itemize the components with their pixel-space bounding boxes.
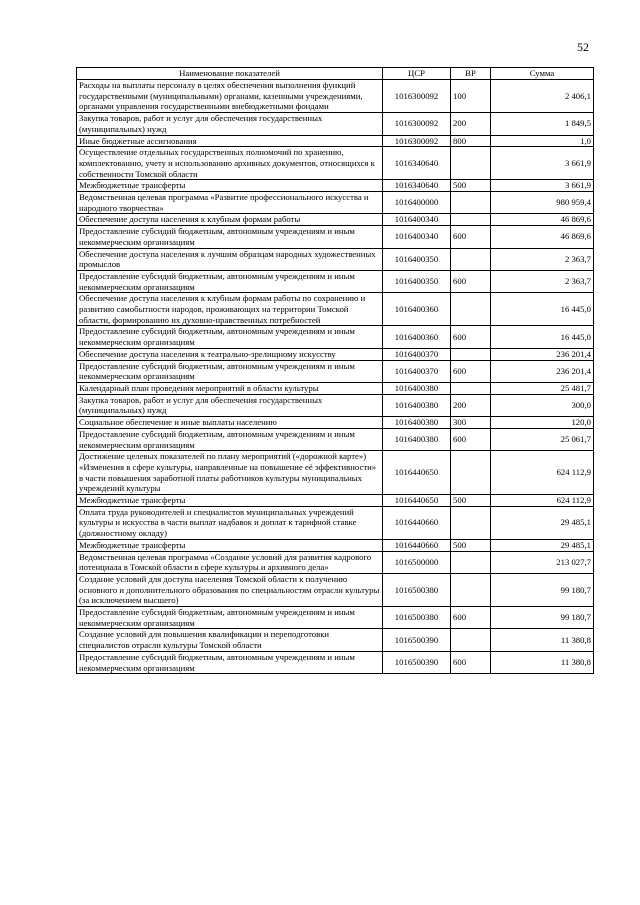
row-name: Закупка товаров, работ и услуг для обеспечения государственных (муниципальных) нужд: [77, 394, 383, 416]
row-name: Межбюджетные трансферты: [77, 180, 383, 192]
row-name: Предоставление субсидий бюджетным, автономным учреждениям и иным некоммерческим организациям: [77, 651, 383, 673]
table-row: [77, 326, 594, 348]
row-name: Ведомственная целевая программа «Развитие профессионального искусства и народного творчества»: [77, 192, 383, 214]
row-name: Осуществление отдельных государственных полномочий по хранению, комплектованию, учету и использованию архивных документов, относящихся к собственности Томской области: [77, 147, 383, 180]
row-csr: 1016400350: [383, 270, 451, 292]
row-name: Создание условий для повышения квалификации и переподготовки специалистов отрасли культуры Томской области: [77, 629, 383, 651]
row-csr: 1016400370: [383, 348, 451, 360]
row-sum: 236 201,4: [491, 360, 594, 382]
row-vr: [451, 573, 491, 606]
row-vr: 300: [451, 417, 491, 429]
row-vr: [451, 382, 491, 394]
row-vr: 200: [451, 113, 491, 135]
row-csr: 1016440660: [383, 539, 451, 551]
row-csr: 1016500000: [383, 551, 451, 573]
row-name: Закупка товаров, работ и услуг для обеспечения государственных (муниципальных) нужд: [77, 113, 383, 135]
row-name: Межбюджетные трансферты: [77, 495, 383, 507]
row-name: Межбюджетные трансферты: [77, 539, 383, 551]
table-row: [77, 428, 594, 450]
row-vr: 600: [451, 651, 491, 673]
row-name: Оплата труда руководителей и специалистов муниципальных учреждений культуры и искусства в части выплат надбавок и доплат к тарифной ставке (должностному окладу): [77, 506, 383, 539]
row-sum: 2 363,7: [491, 270, 594, 292]
row-vr: [451, 506, 491, 539]
row-csr: 1016400350: [383, 248, 451, 270]
row-csr: 1016400000: [383, 192, 451, 214]
row-csr: 1016440660: [383, 506, 451, 539]
row-vr: [451, 348, 491, 360]
table-header-row: [77, 68, 594, 80]
table-row: [77, 135, 594, 147]
row-name: Предоставление субсидий бюджетным, автономным учреждениям и иным некоммерческим организациям: [77, 270, 383, 292]
table-row: [77, 573, 594, 606]
row-csr: 1016300092: [383, 135, 451, 147]
page-number: 52: [577, 40, 589, 54]
table-body: [77, 80, 594, 674]
table-row: [77, 451, 594, 495]
row-sum: 25 061,7: [491, 428, 594, 450]
row-name: Создание условий для доступа населения Томской области к получению основного и дополнительного образования по специальностям отрасли культуры (за исключением высшего): [77, 573, 383, 606]
row-name: Предоставление субсидий бюджетным, автономным учреждениям и иным некоммерческим организациям: [77, 428, 383, 450]
row-csr: 1016300092: [383, 80, 451, 113]
row-name: Обеспечение доступа населения к клубным формам работы: [77, 214, 383, 226]
row-sum: 99 180,7: [491, 573, 594, 606]
row-sum: 980 959,4: [491, 192, 594, 214]
row-vr: [451, 293, 491, 326]
table-row: [77, 360, 594, 382]
row-vr: 600: [451, 226, 491, 248]
table-row: [77, 651, 594, 673]
row-csr: 1016400380: [383, 428, 451, 450]
row-csr: 1016400340: [383, 226, 451, 248]
table-row: [77, 270, 594, 292]
table-row: [77, 417, 594, 429]
header-name: Наименование показателей: [77, 68, 383, 80]
row-csr: 1016500380: [383, 573, 451, 606]
row-csr: 1016440650: [383, 495, 451, 507]
row-sum: 29 485,1: [491, 506, 594, 539]
row-sum: 99 180,7: [491, 607, 594, 629]
table-row: [77, 629, 594, 651]
row-vr: 800: [451, 135, 491, 147]
table-row: [77, 147, 594, 180]
row-sum: 624 112,9: [491, 495, 594, 507]
table-row: [77, 539, 594, 551]
row-csr: 1016400360: [383, 293, 451, 326]
row-vr: [451, 147, 491, 180]
row-vr: 500: [451, 539, 491, 551]
table-row: [77, 607, 594, 629]
row-vr: [451, 248, 491, 270]
row-name: Предоставление субсидий бюджетным, автономным учреждениям и иным некоммерческим организациям: [77, 360, 383, 382]
header-sum: Сумма: [491, 68, 594, 80]
row-name: Обеспечение доступа населения к театрально-зрелищному искусству: [77, 348, 383, 360]
row-csr: 1016400340: [383, 214, 451, 226]
row-sum: 46 869,6: [491, 214, 594, 226]
table-row: [77, 551, 594, 573]
row-sum: 1 849,5: [491, 113, 594, 135]
row-sum: 3 661,9: [491, 180, 594, 192]
table-row: [77, 192, 594, 214]
row-csr: 1016300092: [383, 113, 451, 135]
row-vr: [451, 192, 491, 214]
row-name: Социальное обеспечение и иные выплаты населению: [77, 417, 383, 429]
row-sum: 16 445,0: [491, 326, 594, 348]
table-row: [77, 382, 594, 394]
header-vr: ВР: [451, 68, 491, 80]
row-vr: 100: [451, 80, 491, 113]
row-vr: [451, 551, 491, 573]
row-vr: 600: [451, 326, 491, 348]
table-row: [77, 226, 594, 248]
table-row: [77, 214, 594, 226]
row-name: Предоставление субсидий бюджетным, автономным учреждениям и иным некоммерческим организациям: [77, 326, 383, 348]
row-csr: 1016500380: [383, 607, 451, 629]
table-row: [77, 394, 594, 416]
table-row: [77, 495, 594, 507]
row-csr: 1016400380: [383, 394, 451, 416]
table-row: [77, 248, 594, 270]
row-sum: 3 661,9: [491, 147, 594, 180]
row-vr: 600: [451, 360, 491, 382]
row-vr: [451, 451, 491, 495]
row-sum: 2 363,7: [491, 248, 594, 270]
row-sum: 16 445,0: [491, 293, 594, 326]
row-name: Календарный план проведения мероприятий в области культуры: [77, 382, 383, 394]
row-csr: 1016400380: [383, 417, 451, 429]
row-csr: 1016500390: [383, 629, 451, 651]
row-name: Обеспечение доступа населения к клубным формам работы по сохранению и развитию самобытности народов, проживающих на территории Томской области, формированию их духовно-нравственных потребностей: [77, 293, 383, 326]
row-vr: [451, 629, 491, 651]
table-row: [77, 113, 594, 135]
row-sum: 46 869,6: [491, 226, 594, 248]
row-csr: 1016440650: [383, 451, 451, 495]
row-vr: 200: [451, 394, 491, 416]
row-sum: 2 406,1: [491, 80, 594, 113]
row-name: Предоставление субсидий бюджетным, автономным учреждениям и иным некоммерческим организациям: [77, 607, 383, 629]
row-name: Ведомственная целевая программа «Создание условий для развития кадрового потенциала в Томской области в сфере культуры и архивного дела»: [77, 551, 383, 573]
budget-table: [76, 67, 594, 674]
row-name: Обеспечение доступа населения к лучшим образцам народных художественных промыслов: [77, 248, 383, 270]
header-csr: ЦСР: [383, 68, 451, 80]
row-csr: 1016400380: [383, 382, 451, 394]
row-vr: 600: [451, 607, 491, 629]
row-csr: 1016340640: [383, 147, 451, 180]
table-row: [77, 293, 594, 326]
row-sum: 25 481,7: [491, 382, 594, 394]
row-sum: 213 027,7: [491, 551, 594, 573]
row-name: Предоставление субсидий бюджетным, автономным учреждениям и иным некоммерческим организациям: [77, 226, 383, 248]
row-csr: 1016400370: [383, 360, 451, 382]
row-csr: 1016500390: [383, 651, 451, 673]
row-csr: 1016400360: [383, 326, 451, 348]
row-csr: 1016340640: [383, 180, 451, 192]
row-sum: 11 380,8: [491, 651, 594, 673]
row-vr: 500: [451, 495, 491, 507]
row-sum: 120,0: [491, 417, 594, 429]
row-sum: 29 485,1: [491, 539, 594, 551]
row-name: Иные бюджетные ассигнования: [77, 135, 383, 147]
row-vr: 600: [451, 428, 491, 450]
row-sum: 624 112,9: [491, 451, 594, 495]
row-sum: 11 380,8: [491, 629, 594, 651]
table-row: [77, 180, 594, 192]
row-sum: 300,0: [491, 394, 594, 416]
table-row: [77, 506, 594, 539]
row-vr: [451, 214, 491, 226]
row-vr: 600: [451, 270, 491, 292]
row-sum: 1,0: [491, 135, 594, 147]
row-name: Достижение целевых показателей по плану мероприятий («дорожной карте») «Изменения в сфере культуры, направленные на повышение её эффективности» в части повышения заработной платы работников культуры муниципальных учреждений культуры: [77, 451, 383, 495]
row-name: Расходы на выплаты персоналу в целях обеспечения выполнения функций государственными (муниципальными) органами, казенными учреждениями, органами управления государственными внебюджетными фондами: [77, 80, 383, 113]
row-vr: 500: [451, 180, 491, 192]
row-sum: 236 201,4: [491, 348, 594, 360]
table-row: [77, 80, 594, 113]
table-row: [77, 348, 594, 360]
